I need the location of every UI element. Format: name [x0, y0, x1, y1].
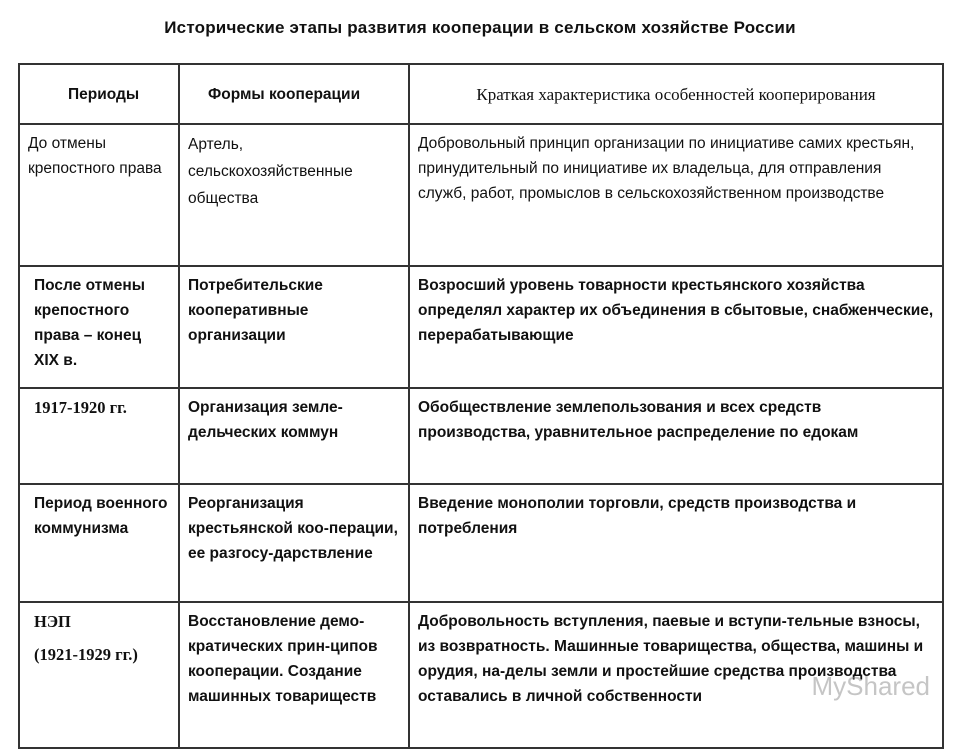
cell-form: Организация земле-дельческих коммун — [179, 388, 409, 484]
table-row — [19, 602, 943, 748]
header-periods: Периоды — [19, 64, 179, 124]
cell-period: До отмены крепостного права — [19, 124, 179, 266]
cell-form: Потребительские кооперативные организации — [179, 266, 409, 388]
table-row — [19, 266, 943, 388]
cell-period — [19, 602, 179, 748]
table-row — [19, 484, 943, 602]
cell-description: Добровольность вступления, паевые и вступи-тельные взносы, из возвратность. Машинные товарищества, общества, машины и орудия, на-делы земли и простейшие средства производства оставались в личной собственности — [409, 602, 943, 748]
cell-period: Период военного коммунизма — [19, 484, 179, 602]
header-forms: Формы кооперации — [179, 64, 409, 124]
cell-period-years: (1921-1929 гг.) — [34, 645, 138, 664]
table-header-row — [19, 64, 943, 124]
page-title: Исторические этапы развития кооперации в сельском хозяйстве России — [164, 18, 796, 37]
cell-form: Восстановление демо-кратических прин-ципов кооперации. Создание машинных товариществ — [179, 602, 409, 748]
cell-form: Реорганизация крестьянской коо-перации, ее разгосу-дарствление — [179, 484, 409, 602]
cell-period-name: НЭП — [34, 612, 71, 631]
cell-period: 1917-1920 гг. — [19, 388, 179, 484]
table-row — [19, 388, 943, 484]
table-row — [19, 124, 943, 266]
cell-description: Возросший уровень товарности крестьянского хозяйства определял характер их объединения в сбытовые, снабженческие, перерабатывающие — [409, 266, 943, 388]
cooperation-stages-table — [18, 63, 944, 749]
watermark: MyShared — [811, 671, 930, 701]
header-description: Краткая характеристика особенностей кооперирования — [409, 64, 943, 124]
cell-description: Введение монополии торговли, средств производства и потребления — [409, 484, 943, 602]
cell-form: Артель, сельскохозяйственные общества — [179, 124, 409, 266]
cell-period: После отмены крепостного права – конец XIX в. — [19, 266, 179, 388]
cell-description: Добровольный принцип организации по инициативе самих крестьян, принудительный по инициативе их владельца, для отправления служб, работ, промыслов в сельскохозяйственном производстве — [409, 124, 943, 266]
cell-description: Обобществление землепользования и всех средств производства, уравнительное распределение по едокам — [409, 388, 943, 484]
